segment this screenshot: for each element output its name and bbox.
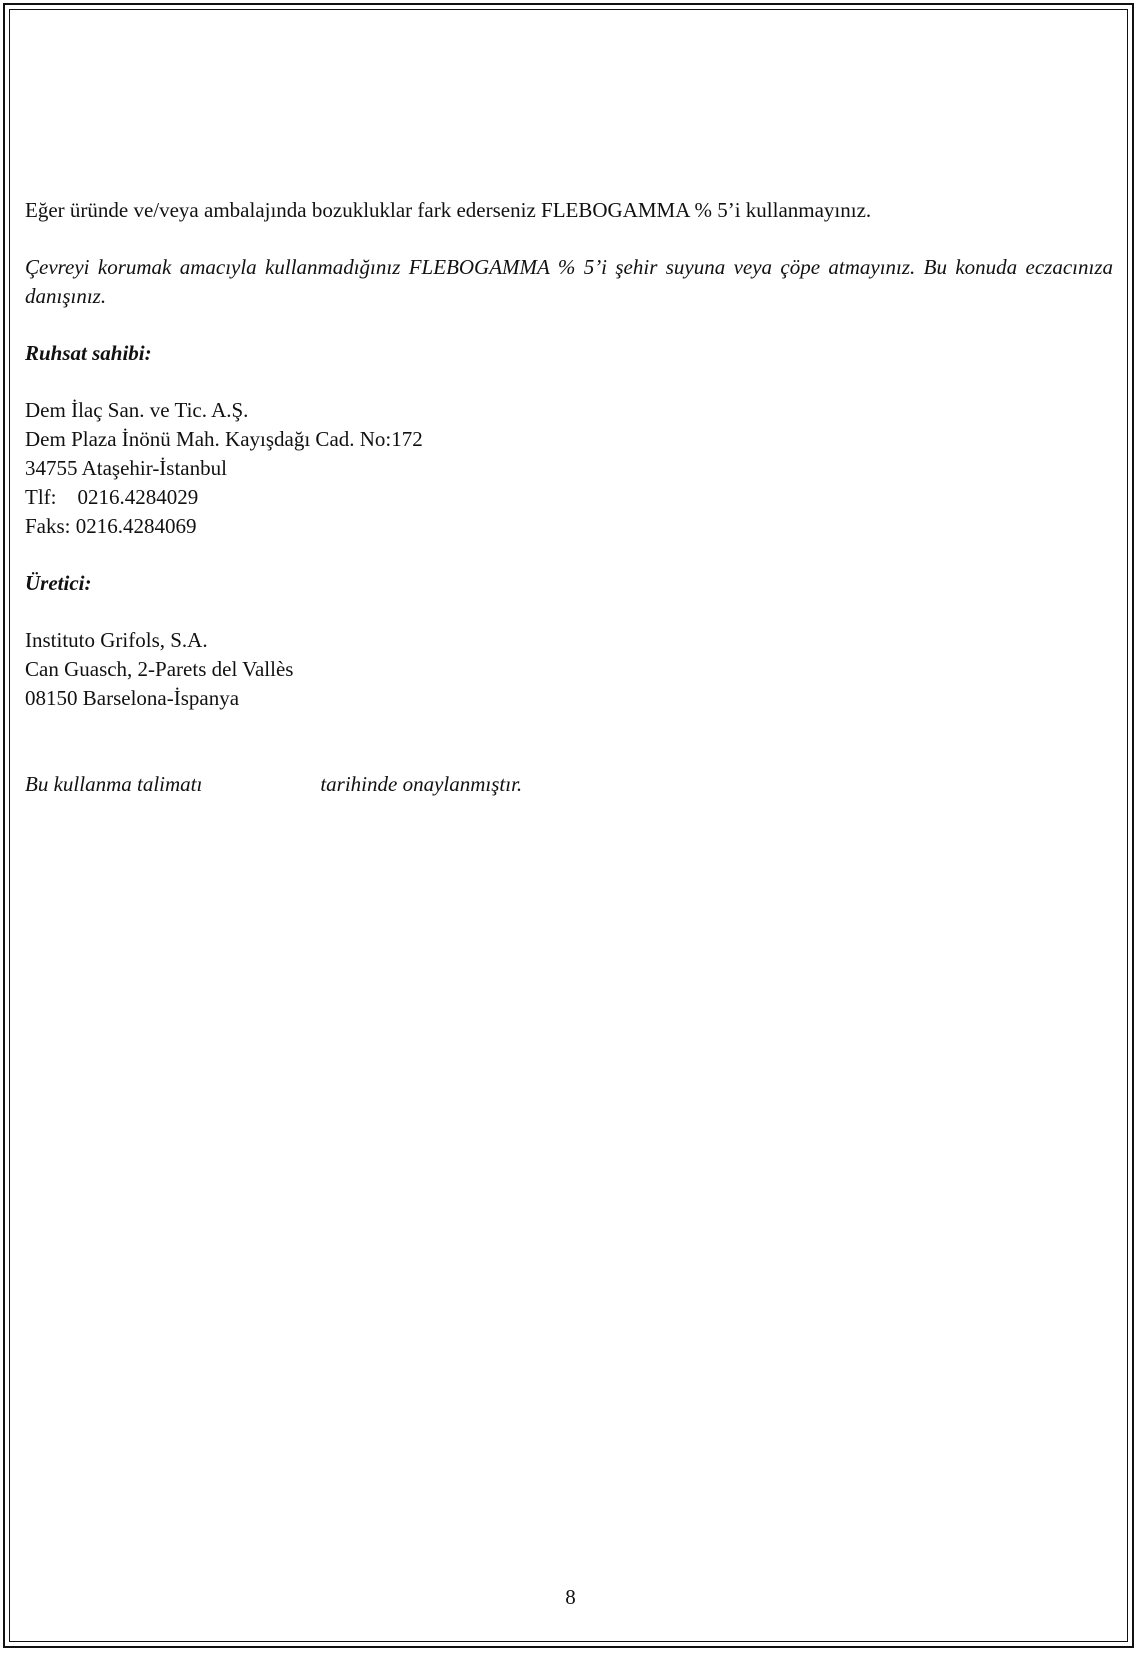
manufacturer-heading: Üretici: (25, 571, 92, 595)
approval-text-before: Bu kullanma talimatı (25, 772, 203, 796)
license-holder-company: Dem İlaç San. ve Tic. A.Ş. (25, 398, 249, 422)
manufacturer-city: 08150 Barselona-İspanya (25, 686, 240, 710)
defect-warning-paragraph: Eğer üründe ve/veya ambalajında bozukluklar fark ederseniz FLEBOGAMMA % 5’i kullanmayınız. (25, 198, 872, 222)
license-holder-address (25, 396, 1113, 541)
approval-statement (25, 770, 1113, 799)
environment-warning-paragraph: Çevreyi korumak amacıyla kullanmadığınız FLEBOGAMMA % 5’i şehir suyuna veya çöpe atmayınız. Bu konuda eczacınıza danışınız. (25, 255, 1113, 308)
manufacturer-address (25, 626, 1113, 713)
license-holder-street: Dem Plaza İnönü Mah. Kayışdağı Cad. No:172 (25, 427, 423, 451)
manufacturer-company: Instituto Grifols, S.A. (25, 628, 208, 652)
license-holder-phone: Tlf: 0216.4284029 (25, 485, 199, 509)
approval-text-after: tarihinde onaylanmıştır. (320, 772, 523, 796)
license-holder-city: 34755 Ataşehir-İstanbul (25, 456, 227, 480)
document-body (25, 196, 1113, 799)
license-holder-fax: Faks: 0216.4284069 (25, 514, 197, 538)
page-number: 8 (565, 1585, 576, 1609)
manufacturer-street: Can Guasch, 2-Parets del Vallès (25, 657, 294, 681)
license-holder-heading: Ruhsat sahibi: (25, 341, 152, 365)
